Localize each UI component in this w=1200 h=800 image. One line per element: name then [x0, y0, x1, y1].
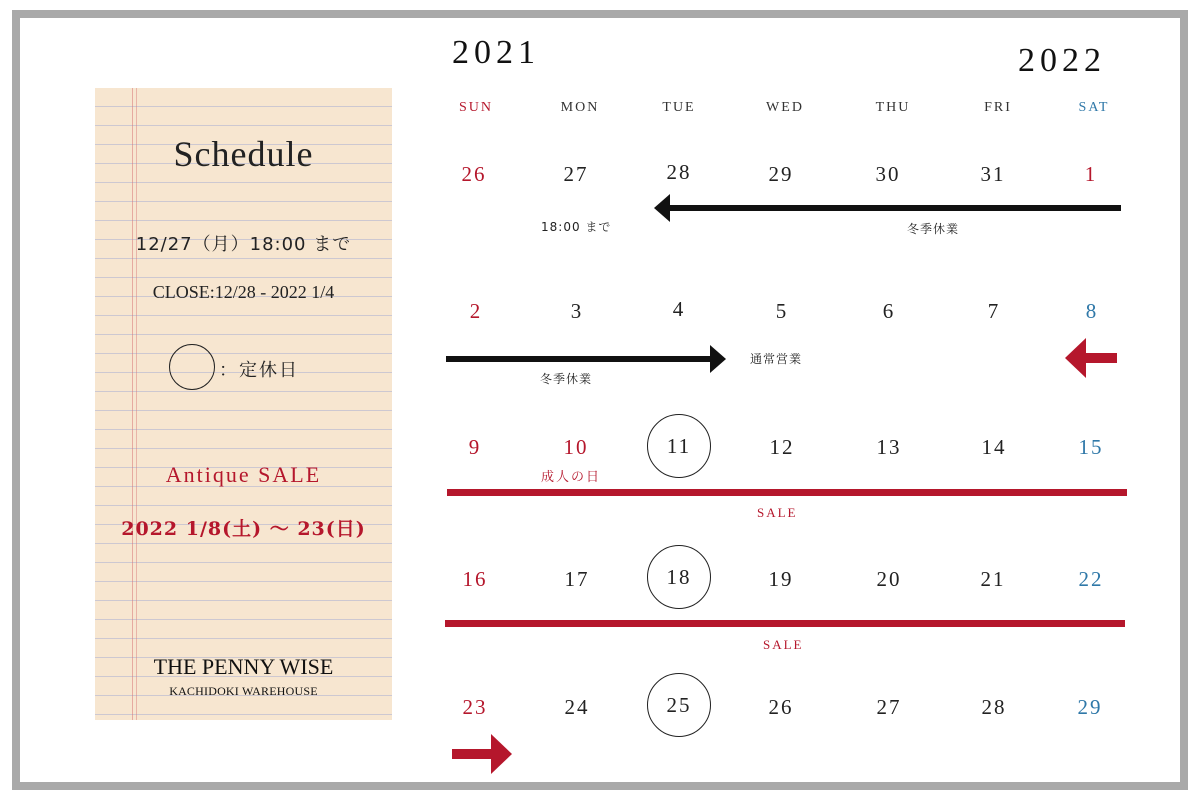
closed-day-cell: 25: [666, 693, 692, 717]
day-cell: 3: [570, 299, 584, 323]
day-cell: 17: [564, 567, 590, 591]
weekday-fri: FRI: [984, 100, 1012, 115]
day-cell: 1: [1084, 162, 1098, 186]
closed-day-cell: 11: [666, 434, 692, 458]
day-cell: 7: [987, 299, 1001, 323]
weekday-tue: TUE: [662, 100, 696, 115]
day-cell: 29: [1077, 695, 1103, 719]
weekday-mon: MON: [560, 100, 600, 115]
day-cell: 22: [1078, 567, 1104, 591]
arrow-right-icon: [452, 734, 512, 774]
day-cell: 28: [666, 160, 692, 184]
year-right: 2022: [1018, 42, 1106, 79]
day-cell: 2: [469, 299, 483, 323]
day-cell: 20: [876, 567, 902, 591]
day-cell: 4: [672, 297, 686, 321]
day-cell: 21: [980, 567, 1006, 591]
close-time-annotation: 18:00 まで: [541, 220, 612, 234]
day-cell: 30: [875, 162, 901, 186]
day-cell: 15: [1078, 435, 1104, 459]
sale-label: SALE: [763, 637, 804, 652]
sale-label: SALE: [757, 505, 798, 520]
year-left: 2021: [452, 34, 540, 71]
weekday-sat: SAT: [1078, 100, 1110, 115]
arrow-right-icon: [446, 345, 726, 373]
day-cell: 6: [882, 299, 896, 323]
sale-title: Antique SALE: [165, 462, 322, 487]
day-cell: 31: [980, 162, 1006, 186]
weekday-wed: WED: [766, 100, 804, 115]
day-cell: 26: [768, 695, 794, 719]
day-cell: 14: [981, 435, 1007, 459]
holiday-annotation: 成人の日: [541, 470, 602, 485]
day-cell: 28: [981, 695, 1007, 719]
close-range-note: CLOSE:12/28 - 2022 1/4: [152, 282, 335, 302]
day-cell: 27: [876, 695, 902, 719]
day-cell: 12: [769, 435, 795, 459]
day-cell: 27: [563, 162, 589, 186]
weekday-thu: THU: [875, 100, 911, 115]
day-cell: 23: [462, 695, 488, 719]
normal-business-annotation: 通常営業: [750, 352, 803, 366]
brand-subtitle: KACHIDOKI WAREHOUSE: [169, 684, 318, 698]
closed-day-cell: 18: [666, 565, 692, 589]
day-cell: 24: [564, 695, 590, 719]
day-cell: 26: [461, 162, 487, 186]
day-cell: 29: [768, 162, 794, 186]
day-cell: 9: [468, 435, 482, 459]
day-cell: 8: [1085, 299, 1099, 323]
winter-break-annotation: 冬季休業: [540, 372, 593, 386]
arrow-left-icon: [1065, 338, 1117, 378]
day-cell: 19: [768, 567, 794, 591]
closed-day-legend-label: ：定休日: [219, 360, 299, 381]
day-cell: 13: [876, 435, 902, 459]
weekday-sun: SUN: [458, 100, 493, 115]
close-time-note: 12/27（月）18:00 まで: [135, 234, 352, 255]
panel-title: Schedule: [173, 134, 314, 174]
winter-break-annotation: 冬季休業: [907, 222, 960, 236]
brand-name: THE PENNY WISE: [153, 654, 334, 679]
day-cell: 10: [563, 435, 589, 459]
day-cell: 16: [462, 567, 488, 591]
sale-dates: 2022 1/8(土) 〜 23(日): [121, 518, 366, 540]
day-cell: 5: [775, 299, 789, 323]
arrow-left-icon: [654, 194, 1121, 222]
